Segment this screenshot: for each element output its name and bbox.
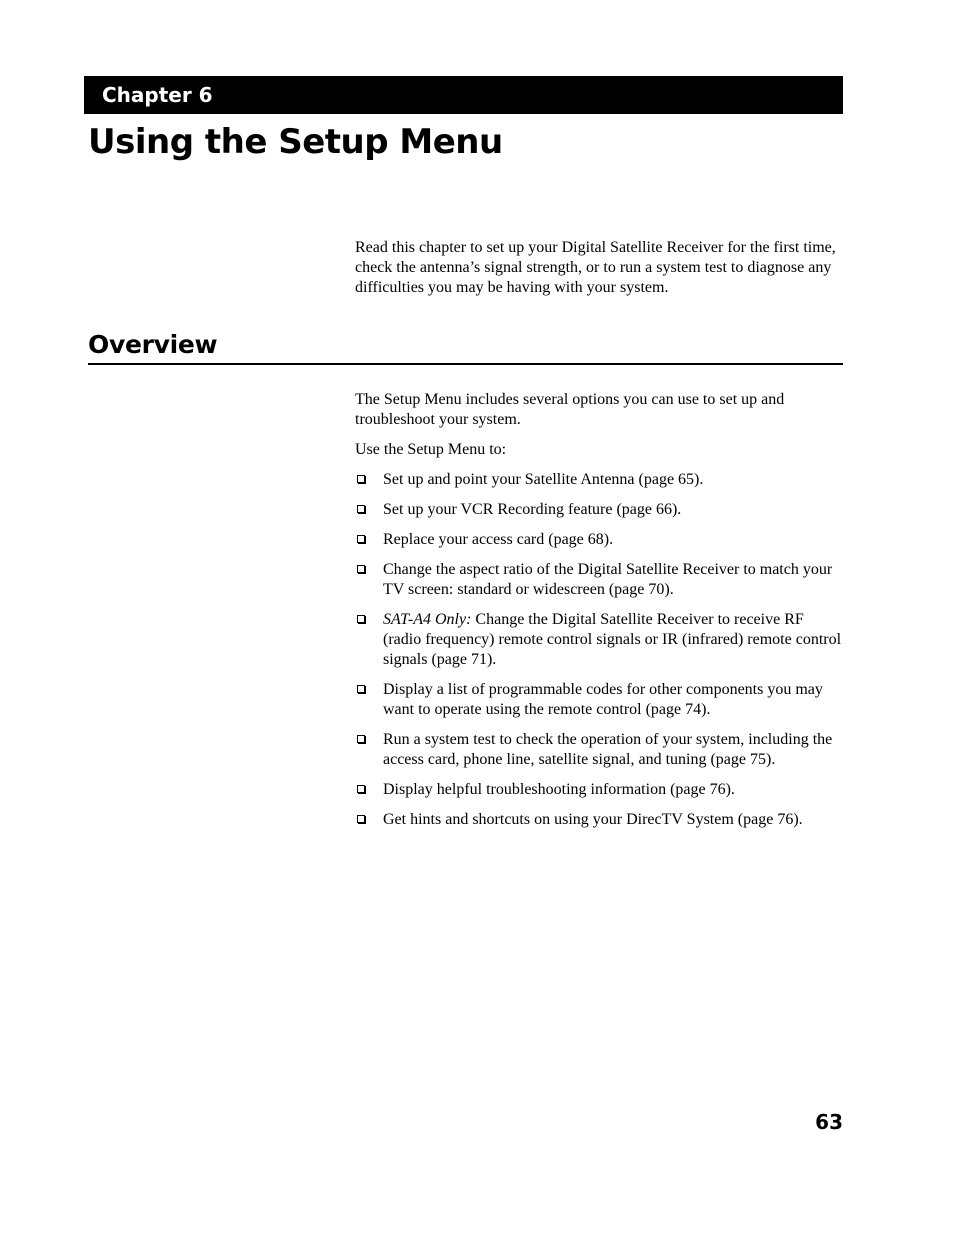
list-item: SAT-A4 Only: Change the Digital Satellite Receiver to receive RF (radio frequency) remote control signals or IR (infrared) remote control signals (page 71). <box>355 610 843 670</box>
setup-menu-checklist <box>355 470 843 830</box>
checkbox-bullet-icon <box>357 505 365 513</box>
page-number: 63 <box>815 1110 843 1134</box>
list-item: Display a list of programmable codes for other components you may want to operate using the remote control (page 74). <box>355 680 843 720</box>
checkbox-bullet-icon <box>357 615 365 623</box>
checkbox-bullet-icon <box>357 735 365 743</box>
checkbox-bullet-icon <box>357 475 365 483</box>
chapter-banner <box>84 76 843 114</box>
checkbox-bullet-icon <box>357 565 365 573</box>
chapter-label: Chapter 6 <box>102 83 213 107</box>
list-item: Set up and point your Satellite Antenna (page 65). <box>355 470 843 490</box>
list-item: Replace your access card (page 68). <box>355 530 843 550</box>
checkbox-bullet-icon <box>357 535 365 543</box>
checkbox-bullet-icon <box>357 815 365 823</box>
page-title: Using the Setup Menu <box>88 122 503 162</box>
list-item: Get hints and shortcuts on using your DirecTV System (page 76). <box>355 810 843 830</box>
list-item: Set up your VCR Recording feature (page 66). <box>355 500 843 520</box>
list-item: Run a system test to check the operation of your system, including the access card, phone line, satellite signal, and tuning (page 75). <box>355 730 843 770</box>
intro-paragraph: Read this chapter to set up your Digital Satellite Receiver for the first time, check the antenna’s signal strength, or to run a system test to diagnose any difficulties you may be having with your system. <box>355 239 836 296</box>
overview-paragraph: The Setup Menu includes several options you can use to set up and troubleshoot your system. <box>355 391 785 428</box>
checkbox-bullet-icon <box>357 685 365 693</box>
checkbox-bullet-icon <box>357 785 365 793</box>
overview-body <box>355 390 843 840</box>
list-item: Change the aspect ratio of the Digital Satellite Receiver to match your TV screen: standard or widescreen (page 70). <box>355 560 843 600</box>
overview-lead-in: Use the Setup Menu to: <box>355 441 507 458</box>
section-heading-overview: Overview <box>88 327 843 365</box>
list-item: Display helpful troubleshooting information (page 76). <box>355 780 843 800</box>
